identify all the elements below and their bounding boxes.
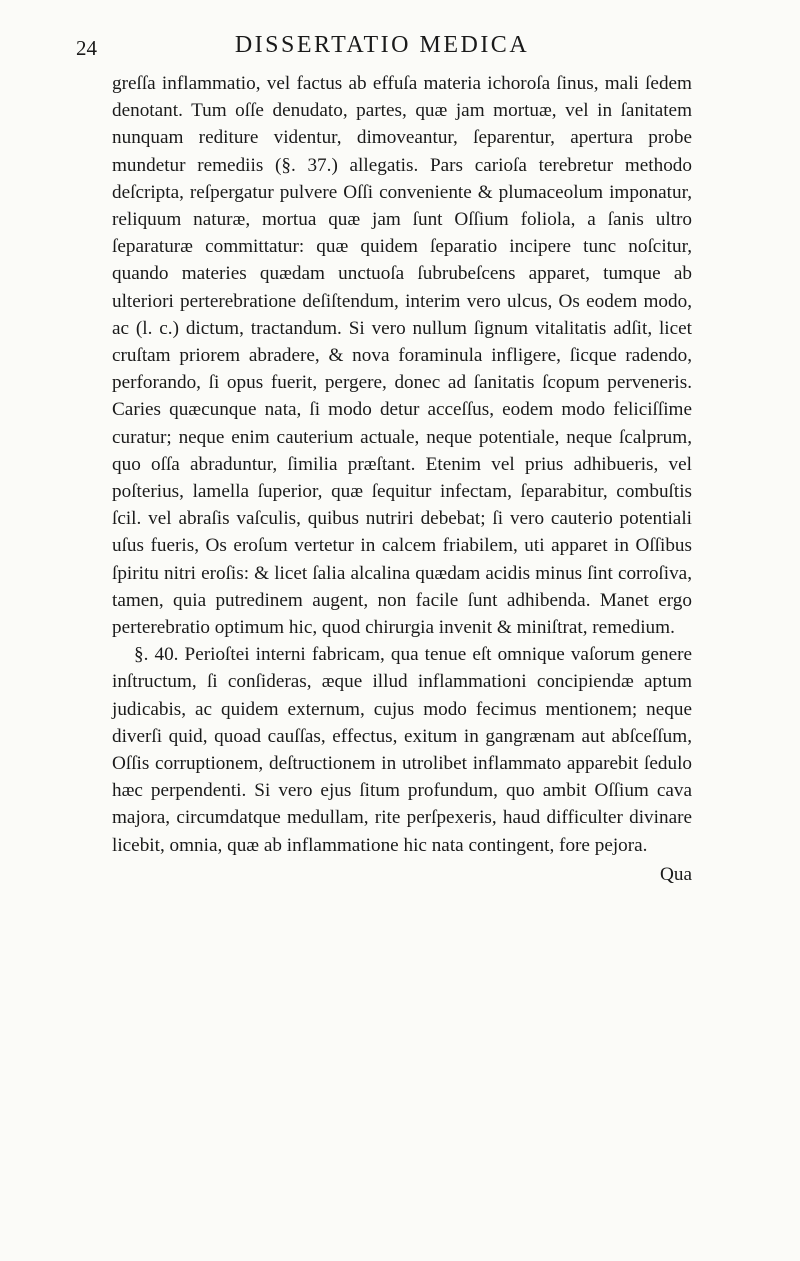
- paragraph: greſſa inflammatio, vel factus ab effuſa materia ichoroſa ſinus, mali ſedem denotant. Tum oſſe denudato, partes, quæ jam mortuæ, vel in ſanitatem nunquam rediture videntur, dimoveantur, ſeparentur, apertura probe mundetur remediis (§. 37.) allegatis. Pars carioſa terebretur methodo deſcripta, reſpergatur pulvere Oſſi convenientе & plumaceolum imponatur, reliquum naturæ, mortua quæ jam ſunt Oſſium foliola, a ſanis ultro ſeparaturæ committatur: quæ quidem ſeparatio incipere tunc noſcitur, quando materies quædam unctuoſa ſubrubeſcens apparet, tumque ab ulteriori perterebratione deſiſtendum, interim vero ulcus, Os eodem modo, ac (l. c.) dictum, tractandum. Si vero nullum ſignum vitalitatis adſit, licet cruſtam priorem abradere, & nova foraminula infligere, ſicque radendo, perforando, ſi opus fuerit, pergere, donec ad ſanitatis ſcopum perveneris. Caries quæcunque nata, ſi modo detur acceſſus, eodem modo feliciſſime curatur; neque enim cauterium actuale, neque potentiale, neque ſcalprum, quo oſſa abraduntur, ſimilia præſtant. Etenim vel prius adhibueris, vel poſterius, lamella ſuperior, quæ ſequitur infectam, ſeparabitur, combuſtis ſcil. vel abraſis vaſculis, quibus nutriri debebat; ſi vero cauterio potentiali uſus fueris, Os eroſum vertetur in calcem friabilem, uti apparet in Oſſibus ſpiritu nitri eroſis: & licet ſalia alcalina quædam acidis minus ſint corroſiva, tamen, quia putredinem augent, non facile ſunt adhibenda. Manet ergo perterebratio optimum hic, quod chirurgia invenit & miniſtrat, remedium.: [112, 73, 692, 639]
- page-number: 24: [76, 36, 97, 60]
- body-text: [112, 70, 692, 888]
- paragraph-section-40: §. 40. Perioſtei interni fabricam, qua tenue eſt omnique vaſorum genere inſtructum, ſi conſideras, æque illud inflammationi concipiendæ aptum judicabis, ac quidem externum, cujus modo fecimus mentionem; neque diverſi quid, quoad cauſſas, effectus, exitum in gangrænam aut abſceſſum, Oſſis corruptionem, deſtructionem in utrolibet inflammato apparebit ſedulo hæc perpendenti. Si vero ejus ſitum profundum, quo ambit Oſſium cava majora, circumdatque medullam, rite perſpexeris, haud difficulter divinare licebit, omnia, quæ ab inflammatione hic nata contingent, fore pejora.: [112, 644, 692, 856]
- catchword: Qua: [660, 863, 692, 885]
- running-head: DISSERTATIO MEDICA: [234, 32, 530, 58]
- page-header: [76, 28, 688, 68]
